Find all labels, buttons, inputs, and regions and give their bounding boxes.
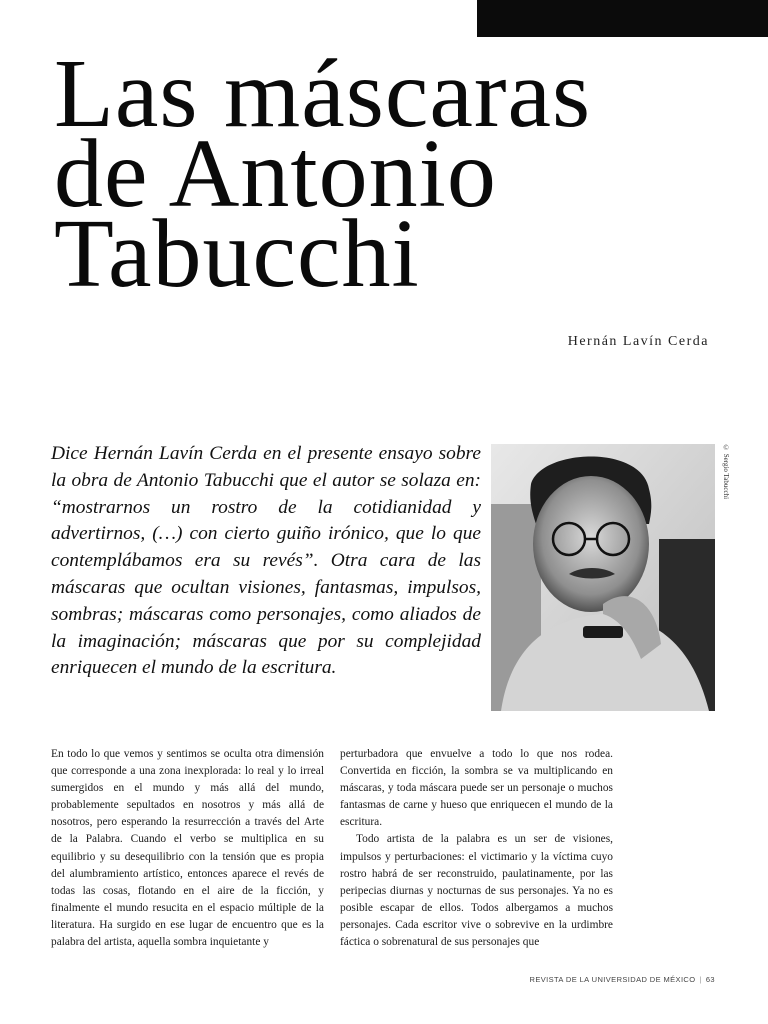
page-footer [430, 975, 715, 984]
footer-separator: | [699, 975, 702, 984]
page-number: 63 [705, 975, 715, 984]
journal-name: REVISTA DE LA UNIVERSIDAD DE MÉXICO [529, 975, 696, 984]
lead-paragraph: Dice Hernán Lavín Cerda en el presente ensayo sobre la obra de Antonio Tabucchi que el autor se solaza en: “mostrarnos un rostro de la cotidianidad y advertirnos, (…) con cierto guiño irónico, que lo que contemplábamos era su revés”. Otra cara de las máscaras que ocultan visiones, fantasmas, impulsos, sombras; máscaras como personajes, como aliados de la imaginación; máscaras que por su complejidad enriquecen el mundo de la escritura. [51, 443, 481, 679]
body-column-1 [51, 746, 324, 951]
article-title [54, 40, 592, 308]
photo-credit: © Sergio Tabucchi [722, 444, 730, 500]
title-line-1: Las máscaras [54, 40, 592, 148]
body-column-2 [340, 746, 613, 951]
title-line-2: de Antonio [54, 120, 497, 228]
author-byline: Hernán Lavín Cerda [567, 334, 709, 349]
body-paragraph: En todo lo que vemos y sentimos se oculta otra dimensión que corresponde a una zona inexplorada: lo real y lo irreal sumergidos en el mundo y más allá del mundo, probablemente sepultados en nosotros y más allá de nosotros, pero esperando la resurrección a través del Arte de la Palabra. Cuando el verbo se multiplica en su equilibrio y su desequilibrio con la tensión que es propia del alumbramiento artístico, entonces aparece el revés de todas las cosas, flotando en el aire de la ficción, y finalmente el mundo resucita en el espacio múltiple de la literatura. Ha surgido en ese lugar de encuentro que es la palabra del artista, aquella sombra inquietante y [51, 748, 324, 949]
header-black-bar [477, 0, 768, 37]
body-paragraph: Todo artista de la palabra es un ser de visiones, impulsos y perturbaciones: el victimario y la víctima cuyo rostro habrá de ser reconstruido, paulatinamente, por las peripecias diurnas y nocturnas de sus personajes. Ya no es posible escapar de ellos. Todos albergamos a muchos personajes. Cada escritor vive o sobrevive en la urdimbre fáctica o sobrenatural de sus personajes que [340, 833, 613, 949]
author-portrait-photo [491, 444, 715, 711]
title-line-3: Tabucchi [54, 200, 420, 308]
body-paragraph: perturbadora que envuelve a todo lo que nos rodea. Convertida en ficción, la sombra se va multiplicando en máscaras, y toda máscara puede ser un personaje o muchos fantasmas de carne y hueso que enriquecen el mundo de la escritura. [340, 748, 613, 829]
